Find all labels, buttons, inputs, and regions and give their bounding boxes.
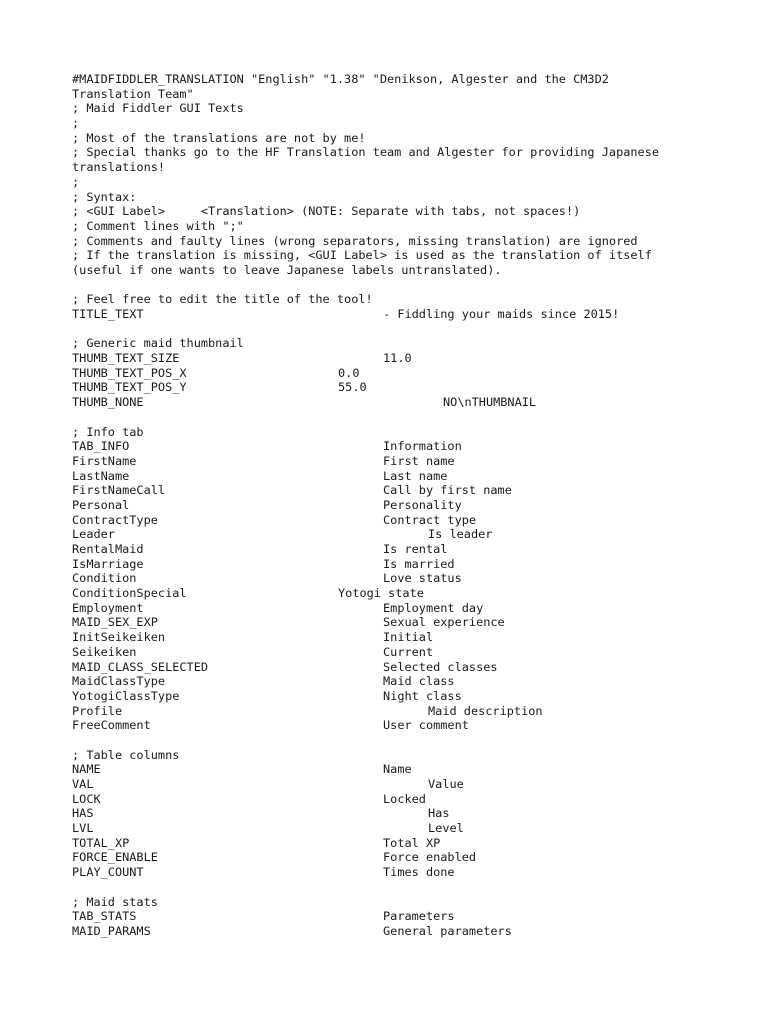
blank-line (72, 733, 702, 748)
entry-row (72, 718, 702, 733)
entry-value: First name (383, 453, 455, 468)
entry-key: TAB_INFO (72, 439, 130, 454)
entry-row (72, 674, 702, 689)
entry-value: Current (383, 644, 434, 659)
header-line: #MAIDFIDDLER_TRANSLATION "English" "1.38" "Denikson, Algester and the CM3D2 (72, 72, 609, 86)
entry-row (72, 571, 702, 586)
entry-row (72, 351, 702, 366)
entry-value: User comment (383, 718, 469, 733)
section-comment: ; Generic maid thumbnail (72, 336, 244, 351)
comment-line: (useful if one wants to leave Japanese labels untranslated). (72, 262, 502, 277)
entry-row (72, 777, 702, 792)
entry-value: Selected classes (383, 659, 498, 674)
entry-value: Maid description (428, 703, 543, 718)
entry-key: VAL (72, 777, 94, 791)
entry-key: PLAY_COUNT (72, 865, 144, 880)
entry-key: FirstNameCall (72, 483, 166, 498)
entry-row (72, 689, 702, 704)
comment-line: ; If the translation is missing, <GUI Label> is used as the translation of itself (72, 248, 652, 263)
entry-row (72, 395, 702, 410)
entry-row (72, 792, 702, 807)
entry-row (72, 924, 702, 939)
entry-value: Contract type (383, 512, 477, 527)
entry-key: FreeComment (72, 718, 151, 733)
entry-row (72, 513, 702, 528)
entry-key: Condition (72, 571, 137, 586)
entry-row (72, 909, 702, 924)
entry-value: Is leader (428, 527, 493, 542)
entry-key: THUMB_TEXT_POS_Y (72, 380, 187, 395)
entry-key: RentalMaid (72, 542, 144, 556)
entry-value: 55.0 (338, 380, 367, 395)
entry-row (72, 630, 702, 645)
entry-row (72, 615, 702, 630)
entry-row (72, 557, 702, 572)
comment-line: translations! (72, 160, 166, 175)
entry-key: ContractType (72, 512, 158, 527)
comment-line: ; Most of the translations are not by me! (72, 130, 366, 145)
entry-key: MaidClassType (72, 674, 166, 689)
entry-value: Employment day (383, 600, 484, 615)
entry-row (72, 660, 702, 675)
entry-row (72, 366, 702, 381)
entry-key: NAME (72, 762, 101, 777)
entry-value: Is married (383, 556, 455, 571)
entry-value: Call by first name (383, 483, 512, 498)
entry-key: THUMB_TEXT_POS_X (72, 365, 187, 380)
entry-row (72, 821, 702, 836)
entry-value: Total XP (383, 835, 441, 850)
entry-key: MAID_SEX_EXP (72, 615, 158, 630)
entry-row (72, 469, 702, 484)
entry-row (72, 850, 702, 865)
entry-value: - Fiddling your maids since 2015! (383, 307, 620, 321)
entry-value: Sexual experience (383, 615, 505, 630)
entry-row (72, 527, 702, 542)
entry-value: Last name (383, 468, 448, 483)
blank-line (72, 410, 702, 425)
entry-key: TITLE_TEXT (72, 307, 144, 321)
entry-value: Information (383, 439, 462, 454)
section-comment: ; Maid stats (72, 894, 158, 909)
entry-row (72, 704, 702, 719)
entry-row (72, 865, 702, 880)
entry-value: Maid class (383, 674, 455, 689)
entry-value: Times done (383, 865, 455, 880)
entry-key: TOTAL_XP (72, 835, 130, 850)
entry-value: General parameters (383, 923, 512, 938)
entry-key: THUMB_TEXT_SIZE (72, 351, 180, 366)
entry-key: LVL (72, 821, 94, 836)
entry-row (72, 762, 702, 777)
entry-value: 11.0 (383, 351, 412, 366)
entry-row (72, 439, 702, 454)
entry-row (72, 307, 702, 322)
entry-value: Love status (383, 571, 462, 586)
entry-key: Profile (72, 703, 123, 718)
entry-key: FirstName (72, 453, 137, 468)
entry-key: Seikeiken (72, 644, 137, 659)
blank-line (72, 322, 702, 337)
entry-key: IsMarriage (72, 556, 144, 571)
entry-value: NO\nTHUMBNAIL (443, 395, 537, 410)
entry-value: Level (428, 821, 464, 836)
entry-row (72, 380, 702, 395)
entry-key: LOCK (72, 791, 101, 806)
entry-key: LastName (72, 468, 130, 483)
header-line: Translation Team" (72, 86, 194, 101)
entry-value: Initial (383, 630, 434, 645)
entry-row (72, 601, 702, 616)
entry-value: Night class (383, 688, 462, 703)
entry-value: Parameters (383, 909, 455, 924)
blank-line (72, 880, 702, 895)
entry-value: Has (428, 806, 450, 821)
entry-key: Employment (72, 600, 144, 615)
entry-key: MAID_PARAMS (72, 923, 151, 938)
comment-line: ; (72, 174, 80, 189)
section-comment: ; Table columns (72, 747, 180, 762)
entry-row (72, 836, 702, 851)
entry-row (72, 542, 702, 557)
entry-value: Locked (383, 791, 426, 806)
blank-line (72, 278, 702, 293)
comment-line: ; <GUI Label> <Translation> (NOTE: Separate with tabs, not spaces!) (72, 204, 581, 219)
entry-key: Personal (72, 497, 130, 512)
comment-line: ; Syntax: (72, 189, 137, 204)
entry-value: Value (428, 777, 464, 791)
entry-key: YotogiClassType (72, 688, 180, 703)
entry-key: Leader (72, 527, 115, 542)
translation-document (72, 72, 702, 939)
entry-value: Personality (383, 497, 462, 512)
section-comment: ; Feel free to edit the title of the tool! (72, 292, 373, 307)
entry-value: Yotogi state (338, 586, 424, 601)
comment-line: ; Comment lines with ";" (72, 218, 244, 233)
entry-value: Is rental (383, 542, 448, 556)
entry-key: TAB_STATS (72, 909, 137, 924)
section-comment: ; Info tab (72, 424, 144, 439)
entry-key: FORCE_ENABLE (72, 850, 158, 865)
comment-line: ; Comments and faulty lines (wrong separators, missing translation) are ignored (72, 233, 638, 248)
entry-key: InitSeikeiken (72, 630, 166, 645)
entry-row (72, 454, 702, 469)
entry-value: Force enabled (383, 850, 477, 865)
entry-value: 0.0 (338, 365, 360, 380)
entry-key: MAID_CLASS_SELECTED (72, 659, 209, 674)
entry-row (72, 806, 702, 821)
entry-row (72, 483, 702, 498)
comment-line: ; Special thanks go to the HF Translation team and Algester for providing Japanese (72, 145, 660, 160)
entry-key: THUMB_NONE (72, 395, 144, 410)
entry-key: HAS (72, 806, 94, 821)
entry-row (72, 498, 702, 513)
entry-key: ConditionSpecial (72, 586, 187, 601)
entry-value: Name (383, 762, 412, 777)
comment-line: ; (72, 116, 80, 131)
entry-row (72, 645, 702, 660)
comment-line: ; Maid Fiddler GUI Texts (72, 101, 244, 116)
entry-row (72, 586, 702, 601)
